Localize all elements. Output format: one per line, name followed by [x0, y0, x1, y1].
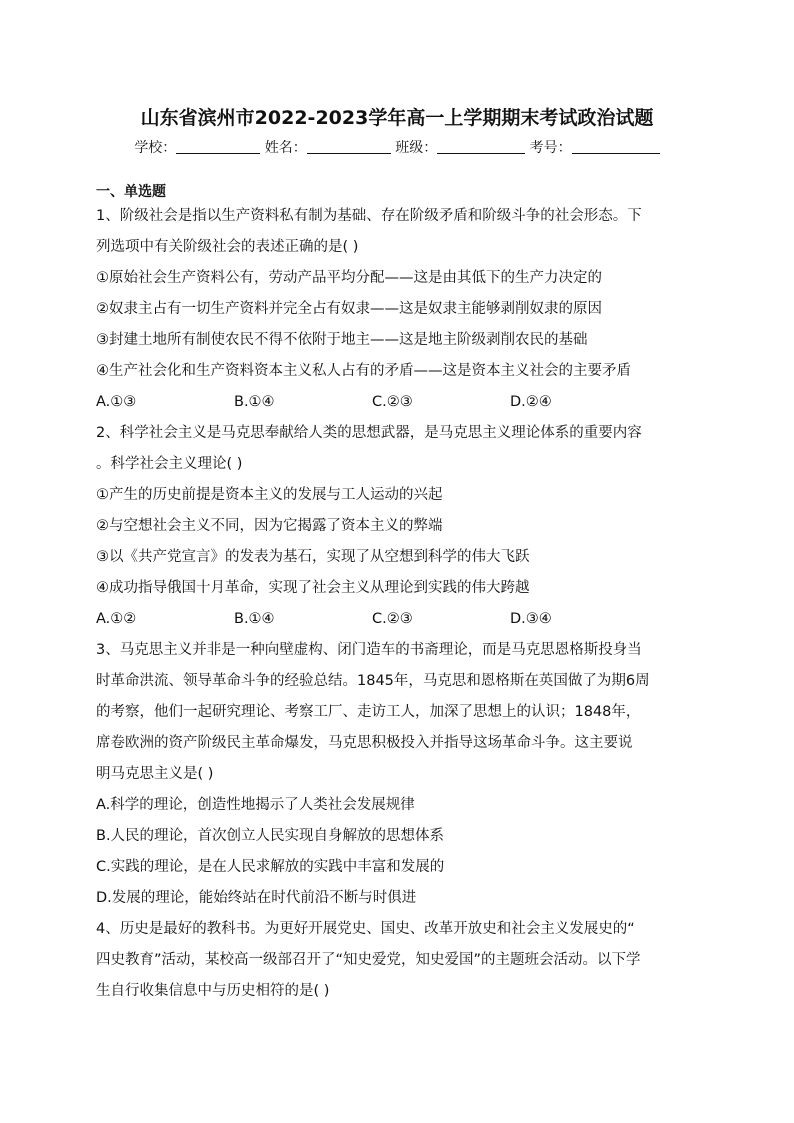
class-blank[interactable]: [437, 139, 525, 154]
name-label: 姓名：: [264, 140, 307, 156]
q1-item: ①原始社会生产资料公有，劳动产品平均分配——这是由其低下的生产力决定的: [96, 270, 602, 286]
school-label: 学校：: [134, 140, 177, 156]
q2-item: ④成功指导俄国十月革命，实现了社会主义从理论到实践的伟大跨越: [96, 580, 530, 596]
q3-stem-line: 3、马克思主义并非是一种向壁虚构、闭门造车的书斋理论，而是马克思恩格斯投身当: [96, 642, 642, 658]
questions: [96, 201, 700, 1007]
name-blank[interactable]: [307, 139, 391, 154]
q2-option-d[interactable]: D.③④: [510, 611, 552, 627]
q4-stem-line: 四史教育”活动，某校高一级部召开了“知史爱党，知史爱国”的主题班会活动。以下学: [96, 952, 641, 968]
q1-option-c[interactable]: C.②③: [372, 394, 413, 410]
q2-option-a[interactable]: A.①②: [96, 611, 137, 627]
q2-options: [96, 604, 700, 635]
q3-option-c[interactable]: C.实践的理论，是在人民求解放的实践中丰富和发展的: [96, 859, 445, 875]
q2-item: ②与空想社会主义不同，因为它揭露了资本主义的弊端: [96, 518, 443, 534]
school-blank[interactable]: [176, 139, 260, 154]
q1-item: ④生产社会化和生产资料资本主义私人占有的矛盾——这是资本主义社会的主要矛盾: [96, 363, 631, 379]
q4-stem-line: 生自行收集信息中与历史相符的是( ): [96, 983, 330, 999]
q1-option-d[interactable]: D.②④: [510, 394, 552, 410]
q1-item: ③封建土地所有制使农民不得不依附于地主——这是地主阶级剥削农民的基础: [96, 332, 588, 348]
q2-item: ①产生的历史前提是资本主义的发展与工人运动的兴起: [96, 487, 443, 503]
q1-option-a[interactable]: A.①③: [96, 394, 137, 410]
q2-item: ③以《共产党宣言》的发表为基石，实现了从空想到科学的伟大飞跃: [96, 549, 530, 565]
number-blank[interactable]: [572, 139, 660, 154]
number-label: 考号：: [529, 140, 572, 156]
q1-stem-line: 1、阶级社会是指以生产资料私有制为基础、存在阶级矛盾和阶级斗争的社会形态。下: [96, 208, 642, 224]
q2-option-b[interactable]: B.①④: [234, 611, 275, 627]
q3-option-a[interactable]: A.科学的理论，创造性地揭示了人类社会发展规律: [96, 797, 415, 813]
q3-stem-line: 的考察，他们一起研究理论、考察工厂、走访工人，加深了思想上的认识；1848年，: [96, 704, 641, 720]
q1-stem-line: 列选项中有关阶级社会的表述正确的是( ): [96, 239, 359, 255]
class-label: 班级：: [395, 140, 438, 156]
q3-stem-line: 时革命洪流、领导革命斗争的经验总结。1845年，马克思和恩格斯在英国做了为期6周: [96, 673, 650, 689]
q3-option-b[interactable]: B.人民的理论，首次创立人民实现自身解放的思想体系: [96, 828, 445, 844]
section-heading: 一、单选题: [96, 184, 166, 200]
q1-option-b[interactable]: B.①④: [234, 394, 275, 410]
q3-stem-line: 明马克思主义是( ): [96, 766, 214, 782]
q2-option-c[interactable]: C.②③: [372, 611, 413, 627]
page-title: 山东省滨州市2022-2023学年高一上学期期末考试政治试题: [140, 107, 654, 129]
q4-stem-line: 4、历史是最好的教科书。为更好开展党史、国史、改革开放史和社会主义发展史的“: [96, 921, 635, 937]
student-info-row: [0, 137, 794, 157]
q2-stem-line: 。科学社会主义理论( ): [96, 456, 243, 472]
q1-options: [96, 387, 700, 418]
q1-item: ②奴隶主占有一切生产资料并完全占有奴隶——这是奴隶主能够剥削奴隶的原因: [96, 301, 602, 317]
q3-stem-line: 席卷欧洲的资产阶级民主革命爆发，马克思积极投入并指导这场革命斗争。这主要说: [96, 735, 633, 751]
q2-stem-line: 2、科学社会主义是马克思奉献给人类的思想武器，是马克思主义理论体系的重要内容: [96, 425, 642, 441]
q3-option-d[interactable]: D.发展的理论，能始终站在时代前沿不断与时俱进: [96, 890, 417, 906]
